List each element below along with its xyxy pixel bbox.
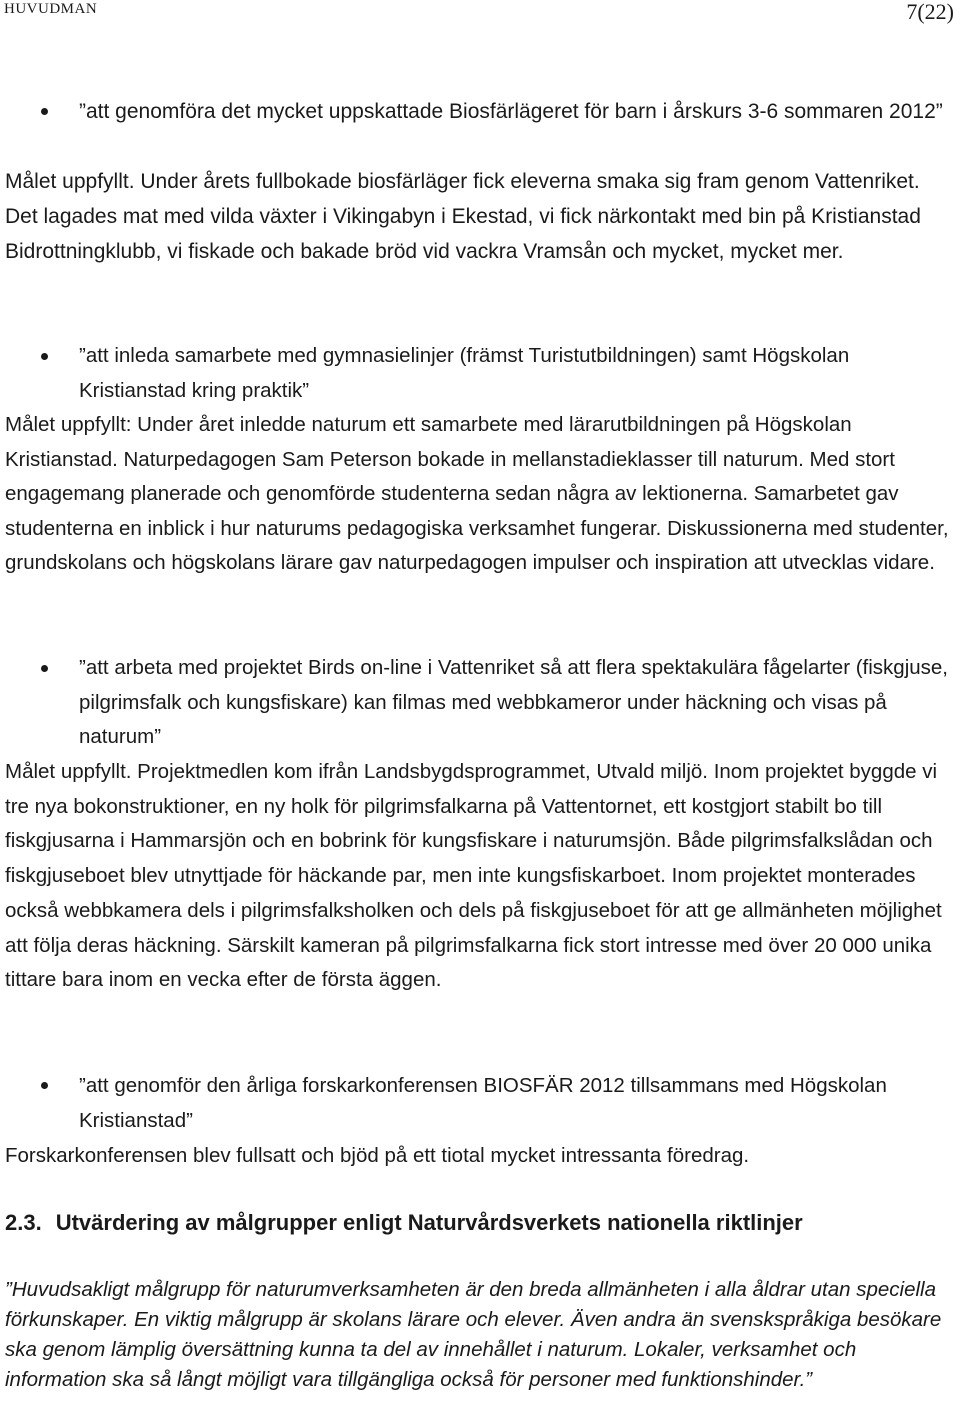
section-number: 2.3. xyxy=(5,1210,42,1235)
goal-result-paragraph: Målet uppfyllt. Projektmedlen kom ifrån Landsbygdsprogrammet, Utvald miljö. Inom projektet byggde vi tre nya bokonstruktioner, en ny holk för pilgrimsfalkarna på Vattentornet, ett kostgjort stabilt bo till fiskgjusarna i Hammarsjön och en bobrink för kungsfiskare i naturumsjön. Både pilgrimsfalkslådan och fiskgjuseboet blev utnyttjade för häckande par, men inte kungsfiskarboet. Inom projektet monterades också webbkamera dels i pilgrimsfalksholken och dels på fiskgjuseboet för att ge allmänheten möjlighet att följa deras häckning. Särskilt kameran på pilgrimsfalkarna fick stort intresse med över 20 000 unika tittare bara inom en vecka efter de första äggen. xyxy=(5,760,942,992)
bullet-icon xyxy=(41,353,48,360)
goal-text: ”att inleda samarbete med gymnasielinjer (främst Turistutbildningen) samt Högskolan Kristianstad kring praktik” xyxy=(79,344,850,402)
goal-list-item xyxy=(5,94,953,129)
guideline-quote: ”Huvudsakligt målgrupp för naturumverksamheten är den breda allmänheten i alla åldrar utan speciella förkunskaper. En viktig målgrupp är skolans lärare och elever. Även andra än svenskspråkiga besökare ska genom lämplig översättning kunna ta del av innehållet i naturum. Lokaler, verksamhet och information ska så långt möjligt vara tillgängliga också för personer med funktionshinder.” xyxy=(5,1278,942,1391)
goal-text: ”att genomföra det mycket uppskattade Biosfärlägeret för barn i årskurs 3-6 sommaren 2012” xyxy=(79,100,943,123)
goal-text: ”att genomför den årliga forskarkonferensen BIOSFÄR 2012 tillsammans med Högskolan Kristianstad” xyxy=(79,1074,887,1132)
header-page-number: 7(22) xyxy=(906,0,954,24)
goal-list-item xyxy=(5,1068,953,1138)
goal-result-paragraph: Forskarkonferensen blev fullsatt och bjöd på ett tiotal mycket intressanta föredrag. xyxy=(5,1144,750,1167)
section-title: Utvärdering av målgrupper enligt Naturvårdsverkets nationella riktlinjer xyxy=(55,1210,803,1235)
section-heading xyxy=(5,1208,803,1238)
bullet-icon xyxy=(41,1082,48,1089)
goal-list-item xyxy=(5,651,953,755)
goal-list-item xyxy=(5,339,953,408)
header-organization: HUVUDMAN xyxy=(4,1,98,17)
bullet-icon xyxy=(41,108,48,115)
goal-result-paragraph: Målet uppfyllt: Under året inledde naturum ett samarbete med lärarutbildningen på Högskolan Kristianstad. Naturpedagogen Sam Peterson bokade in mellanstadieklasser till naturum. Med stort engagemang planerade och genomförde studenterna sedan några av lektionerna. Samarbetet gav studenterna en inblick i hur naturums pedagogiska verksamhet fungerar. Diskussionerna med studenter, grundskolans och högskolans lärare gav naturpedagogen impulser och inspiration att utvecklas vidare. xyxy=(5,413,949,574)
bullet-icon xyxy=(41,665,48,672)
goal-result-paragraph: Målet uppfyllt. Under årets fullbokade biosfärläger fick eleverna smaka sig fram genom Vattenriket. Det lagades mat med vilda växter i Vikingabyn i Ekestad, vi fick närkontakt med bin på Kristianstad Bidrottningklubb, vi fiskade och bakade bröd vid vackra Vramsån och mycket, mycket mer. xyxy=(5,170,921,263)
goal-text: ”att arbeta med projektet Birds on-line i Vattenriket så att flera spektakulära fågelarter (fiskgjuse, pilgrimsfalk och kungsfiskare) kan filmas med webbkameror under häckning och visas på naturum” xyxy=(79,656,949,749)
